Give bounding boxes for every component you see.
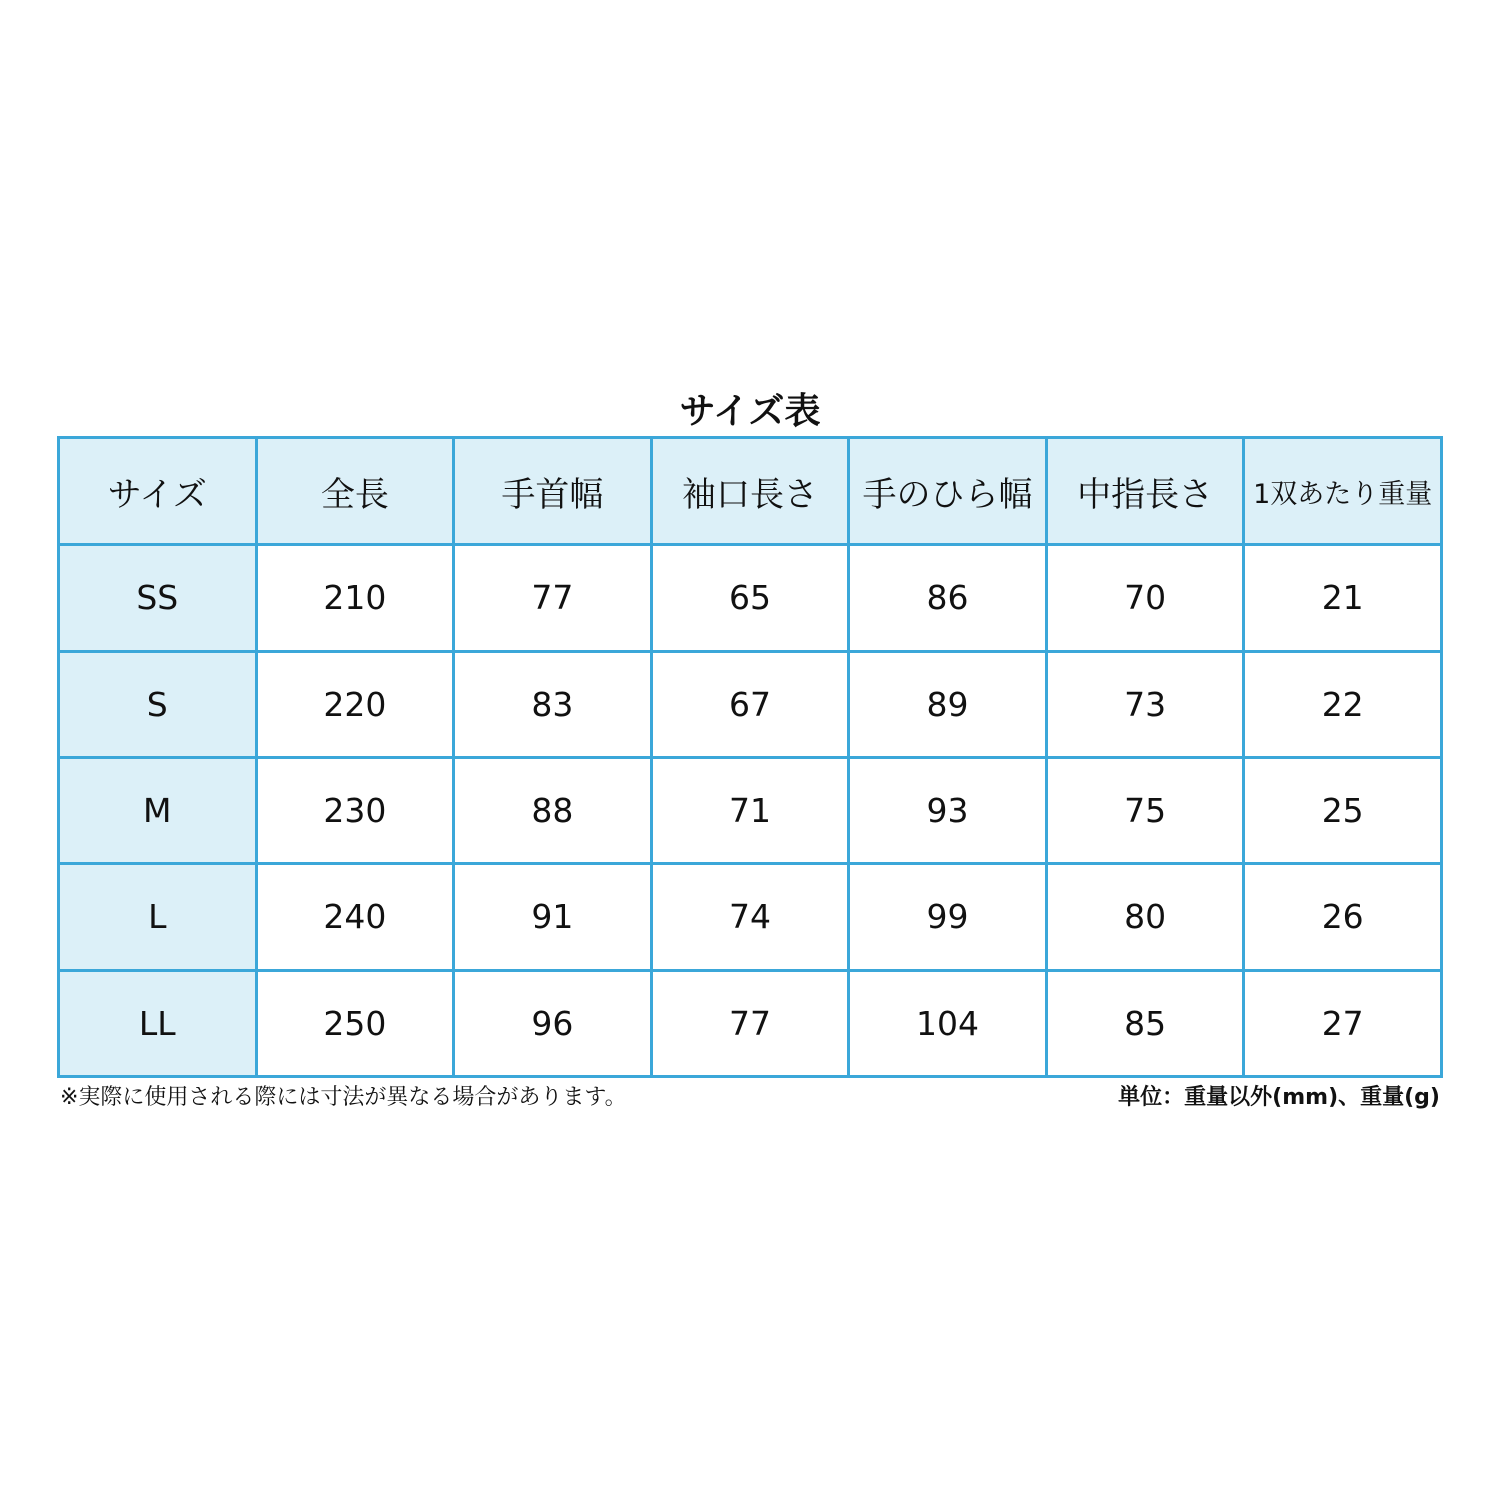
units-note: 単位：重量以外(mm)、重量(g) xyxy=(1118,1085,1440,1110)
table-cell: 75 xyxy=(1046,757,1244,863)
table-cell: 104 xyxy=(849,970,1047,1076)
table-cell: 86 xyxy=(849,545,1047,651)
table-cell: 89 xyxy=(849,651,1047,757)
header-palm-width: 手のひら幅 xyxy=(849,438,1047,545)
header-row xyxy=(59,438,1442,545)
table-cell: 73 xyxy=(1046,651,1244,757)
table-cell: 220 xyxy=(256,651,454,757)
table-cell: 77 xyxy=(454,545,652,651)
header-wrist-width: 手首幅 xyxy=(454,438,652,545)
row-size-label: L xyxy=(59,864,257,970)
table-cell: 96 xyxy=(454,970,652,1076)
table-title: サイズ表 xyxy=(679,391,821,432)
table-cell: 74 xyxy=(651,864,849,970)
table-cell: 88 xyxy=(454,757,652,863)
table-cell: 230 xyxy=(256,757,454,863)
table-row xyxy=(59,970,1442,1076)
row-size-label: SS xyxy=(59,545,257,651)
table-cell: 22 xyxy=(1244,651,1442,757)
table-cell: 80 xyxy=(1046,864,1244,970)
table-cell: 27 xyxy=(1244,970,1442,1076)
table-cell: 70 xyxy=(1046,545,1244,651)
header-total-length: 全長 xyxy=(256,438,454,545)
table-row xyxy=(59,757,1442,863)
table-cell: 91 xyxy=(454,864,652,970)
table-cell: 210 xyxy=(256,545,454,651)
table-cell: 77 xyxy=(651,970,849,1076)
row-size-label: M xyxy=(59,757,257,863)
table-cell: 67 xyxy=(651,651,849,757)
row-size-label: S xyxy=(59,651,257,757)
size-table xyxy=(57,436,1443,1078)
table-cell: 21 xyxy=(1244,545,1442,651)
table-row xyxy=(59,864,1442,970)
table-cell: 65 xyxy=(651,545,849,651)
header-middle-finger-length: 中指長さ xyxy=(1046,438,1244,545)
table-cell: 25 xyxy=(1244,757,1442,863)
table-cell: 83 xyxy=(454,651,652,757)
table-cell: 85 xyxy=(1046,970,1244,1076)
table-cell: 93 xyxy=(849,757,1047,863)
table-cell: 240 xyxy=(256,864,454,970)
header-cuff-length: 袖口長さ xyxy=(651,438,849,545)
header-weight-per-pair: 1双あたり重量 xyxy=(1244,438,1442,545)
table-cell: 250 xyxy=(256,970,454,1076)
table-row xyxy=(59,545,1442,651)
header-size: サイズ xyxy=(59,438,257,545)
table-cell: 71 xyxy=(651,757,849,863)
table-row xyxy=(59,651,1442,757)
table-cell: 99 xyxy=(849,864,1047,970)
disclaimer-note: ※実際に使用される際には寸法が異なる場合があります。 xyxy=(60,1085,627,1110)
table-cell: 26 xyxy=(1244,864,1442,970)
row-size-label: LL xyxy=(59,970,257,1076)
